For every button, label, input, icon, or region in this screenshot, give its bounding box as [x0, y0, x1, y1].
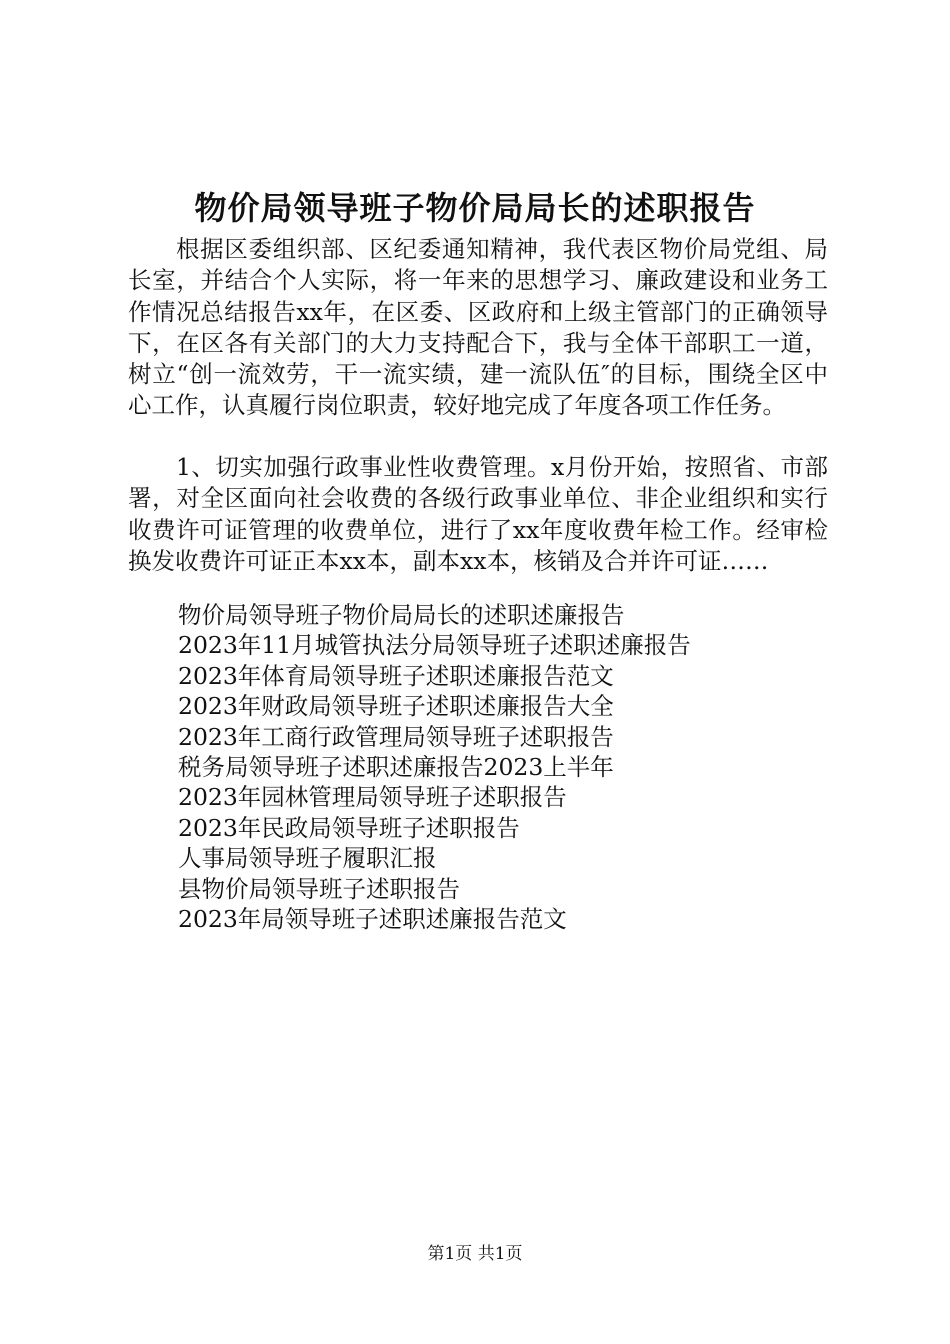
- related-link-6[interactable]: 税务局领导班子述职述廉报告2023上半年: [178, 753, 614, 782]
- related-link-7[interactable]: 2023年园林管理局领导班子述职报告: [178, 783, 567, 812]
- body-paragraph-2: 1、切实加强行政事业性收费管理。x月份开始，按照省、市部署，对全区面向社会收费的各级行政事业单位、非企业组织和实行收费许可证管理的收费单位，进行了xx年度收费年检工作。经审检换发收费许可证正本xx本，副本xx本，核销及合并许可证……: [128, 453, 828, 575]
- page-footer: 第1页 共1页: [427, 1244, 523, 1264]
- related-link-4[interactable]: 2023年财政局领导班子述职述廉报告大全: [178, 692, 614, 721]
- related-link-1[interactable]: 物价局领导班子物价局局长的述职述廉报告: [178, 601, 625, 629]
- body-paragraph-1: 根据区委组织部、区纪委通知精神，我代表区物价局党组、局长室，并结合个人实际，将一年来的思想学习、廉政建设和业务工作情况总结报告xx年，在区委、区政府和上级主管部门的正确领导下，在区各有关部门的大力支持配合下，我与全体干部职工一道，树立“创一流效劳，干一流实绩，建一流队伍″的目标，围绕全区中心工作，认真履行岗位职责，较好地完成了年度各项工作任务。: [128, 235, 828, 420]
- related-links-list: [178, 600, 691, 934]
- related-link-10[interactable]: 县物价局领导班子述职报告: [178, 874, 460, 903]
- related-link-3[interactable]: 2023年体育局领导班子述职述廉报告范文: [178, 661, 614, 690]
- related-link-11[interactable]: 2023年局领导班子述职述廉报告范文: [178, 905, 567, 934]
- related-link-5[interactable]: 2023年工商行政管理局领导班子述职报告: [178, 722, 614, 751]
- related-link-9[interactable]: 人事局领导班子履职汇报: [178, 844, 437, 873]
- related-link-8[interactable]: 2023年民政局领导班子述职报告: [178, 813, 520, 842]
- document-title: 物价局领导班子物价局局长的述职报告: [194, 189, 756, 227]
- related-link-2[interactable]: 2023年11月城管执法分局领导班子述职述廉报告: [178, 631, 691, 660]
